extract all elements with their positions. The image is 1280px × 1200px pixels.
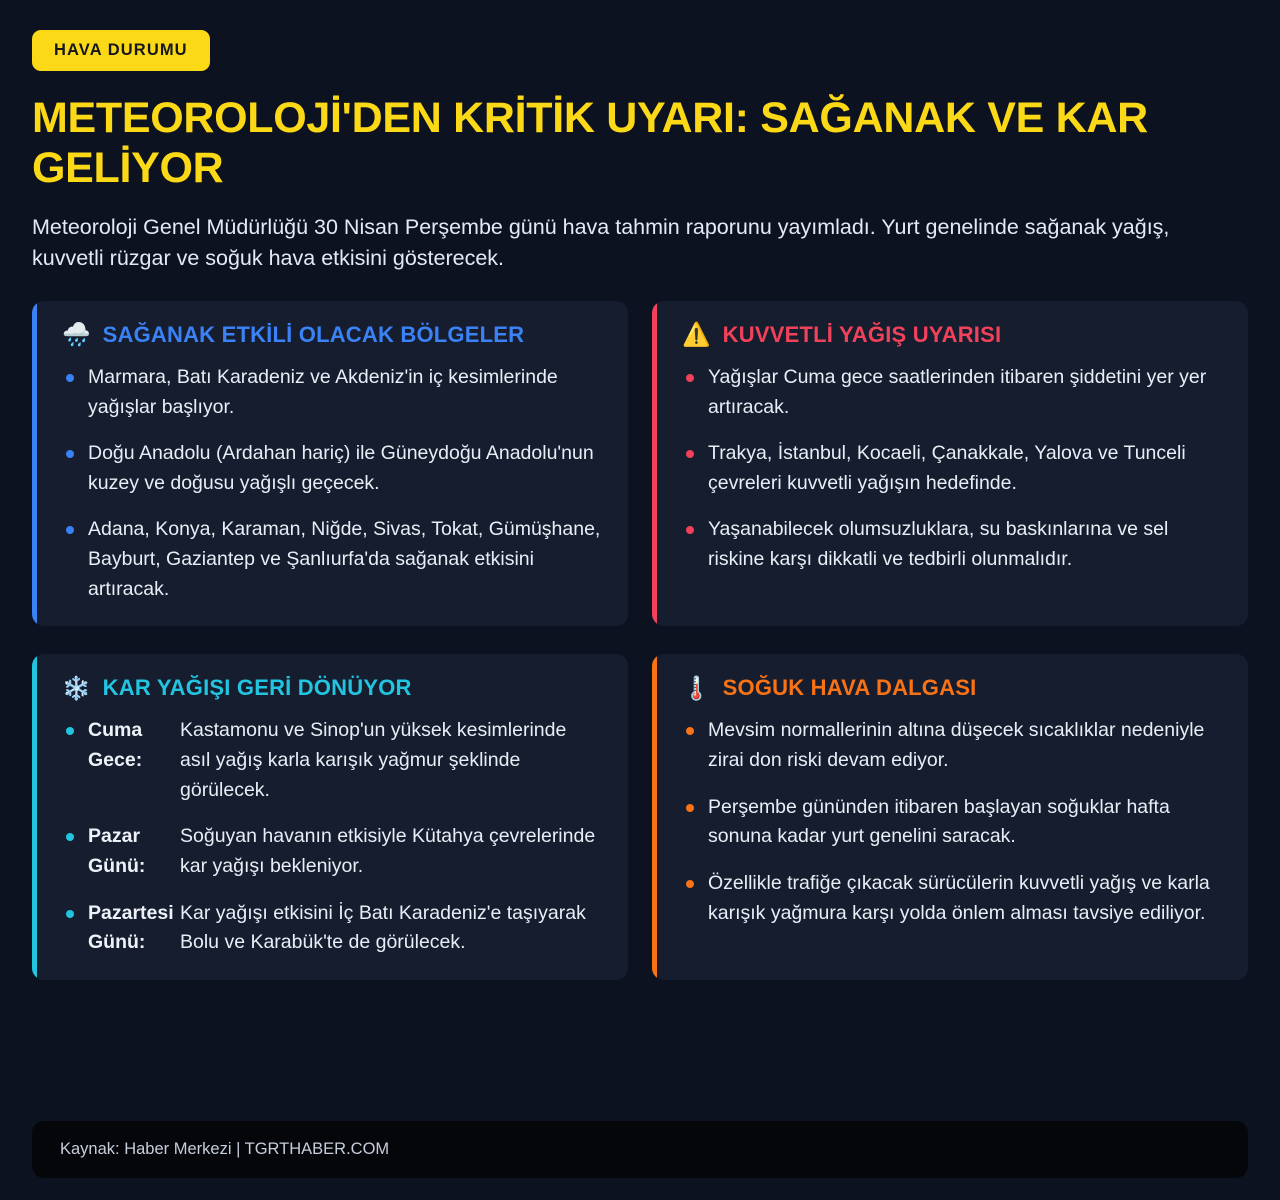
list-item-text: Marmara, Batı Karadeniz ve Akdeniz'in iç kesimlerinde yağışlar başlıyor. (88, 365, 558, 418)
list-item-text: Yaşanabilecek olumsuzluklara, su baskınlarına ve sel riskine karşı dikkatli ve tedbirli olunmalıdır. (708, 518, 1169, 571)
bullet-dot-icon (66, 910, 74, 918)
snowflake-icon: ❄️ (62, 674, 91, 701)
warning-triangle-icon: ⚠️ (682, 321, 711, 348)
card-bullet-list (62, 363, 602, 604)
list-item (62, 822, 602, 881)
card-title: KAR YAĞIŞI GERİ DÖNÜYOR (102, 675, 412, 701)
bullet-dot-icon (686, 727, 694, 735)
footer-source: Kaynak: Haber Merkezi | TGRTHABER.COM (32, 1121, 1248, 1178)
list-item-label: Cuma Gece: (88, 719, 143, 772)
list-item-text: Trakya, İstanbul, Kocaeli, Çanakkale, Yalova ve Tunceli çevreleri kuvvetli yağışın hedefinde. (708, 442, 1186, 494)
card-header (62, 323, 602, 347)
list-item (682, 716, 1222, 775)
bullet-dot-icon (66, 727, 74, 735)
list-item-label: Pazar Günü: (88, 825, 146, 877)
bullet-dot-icon (66, 526, 74, 534)
list-item-text: Özellikle trafiğe çıkacak sürücülerin kuvvetli yağış ve karla karışık yağmura karşı yolda önlem alması tavsiye ediliyor. (708, 871, 1210, 924)
rain-cloud-icon: 🌧️ (62, 321, 91, 348)
list-item (62, 515, 602, 604)
card-title: SOĞUK HAVA DALGASI (722, 675, 977, 701)
list-item-text: Yağışlar Cuma gece saatlerinden itibaren şiddetini yer yer artıracak. (708, 365, 1207, 418)
card-bullet-list (62, 716, 602, 957)
card-title: KUVVETLİ YAĞIŞ UYARISI (722, 321, 1002, 347)
list-item (62, 716, 602, 805)
bullet-dot-icon (686, 880, 694, 888)
list-item-text: Doğu Anadolu (Ardahan hariç) ile Güneydoğu Anadolu'nun kuzey ve doğusu yağışlı geçecek. (88, 442, 594, 494)
cards-grid (32, 301, 1248, 980)
card-bullet-list (682, 363, 1222, 575)
list-item-text: Mevsim normallerinin altına düşecek sıcaklıklar nedeniyle zirai don riski devam ediyor. (708, 719, 1205, 772)
list-item-text: Kar yağışı etkisini İç Batı Karadeniz'e taşıyarak Bolu ve Karabük'te de görülecek. (180, 901, 586, 954)
bullet-dot-icon (686, 450, 694, 458)
card-title: SAĞANAK ETKİLİ OLACAK BÖLGELER (102, 321, 525, 347)
card-header (682, 676, 1222, 700)
bullet-dot-icon (66, 374, 74, 382)
list-item (682, 793, 1222, 852)
list-item (62, 899, 602, 958)
bullet-dot-icon (686, 374, 694, 382)
list-item (682, 515, 1222, 574)
page-title: METEOROLOJİ'DEN KRİTİK UYARI: SAĞANAK VE KAR GELİYOR (32, 93, 1148, 193)
card-bullet-list (682, 716, 1222, 928)
bullet-dot-icon (66, 450, 74, 458)
category-badge: HAVA DURUMU (32, 30, 210, 71)
list-item-text: Soğuyan havanın etkisiyle Kütahya çevrelerinde kar yağışı bekleniyor. (180, 825, 596, 877)
list-item-text: Adana, Konya, Karaman, Niğde, Sivas, Tokat, Gümüşhane, Bayburt, Gaziantep ve Şanlıurfa'da sağanak etkisini artıracak. (88, 518, 601, 600)
card-kar-yagisi (32, 654, 628, 980)
list-item-text: Perşembe gününden itibaren başlayan soğuklar hafta sonuna kadar yurt genelini saracak. (708, 795, 1170, 848)
bullet-dot-icon (66, 833, 74, 841)
list-item (682, 869, 1222, 928)
list-item (682, 439, 1222, 498)
list-item (62, 363, 602, 422)
list-item-label: Pazartesi Günü: (88, 901, 174, 954)
bullet-dot-icon (686, 804, 694, 812)
page-subtitle: Meteoroloji Genel Müdürlüğü 30 Nisan Perşembe günü hava tahmin raporunu yayımladı. Yurt genelinde sağanak yağış, kuvvetli rüzgar ve soğuk hava etkisini gösterecek. (32, 214, 1170, 271)
list-item (682, 363, 1222, 422)
bullet-dot-icon (686, 526, 694, 534)
list-item (62, 439, 602, 498)
list-item-text: Kastamonu ve Sinop'un yüksek kesimlerinde asıl yağış karla karışık yağmur şeklinde görülecek. (180, 719, 567, 801)
card-kuvvetli-yagis-uyarisi (652, 301, 1248, 627)
card-soguk-hava-dalgasi (652, 654, 1248, 980)
card-header (682, 323, 1222, 347)
thermometer-icon: 🌡️ (682, 674, 711, 701)
card-sagnak-bolgeler (32, 301, 628, 627)
card-header (62, 676, 602, 700)
